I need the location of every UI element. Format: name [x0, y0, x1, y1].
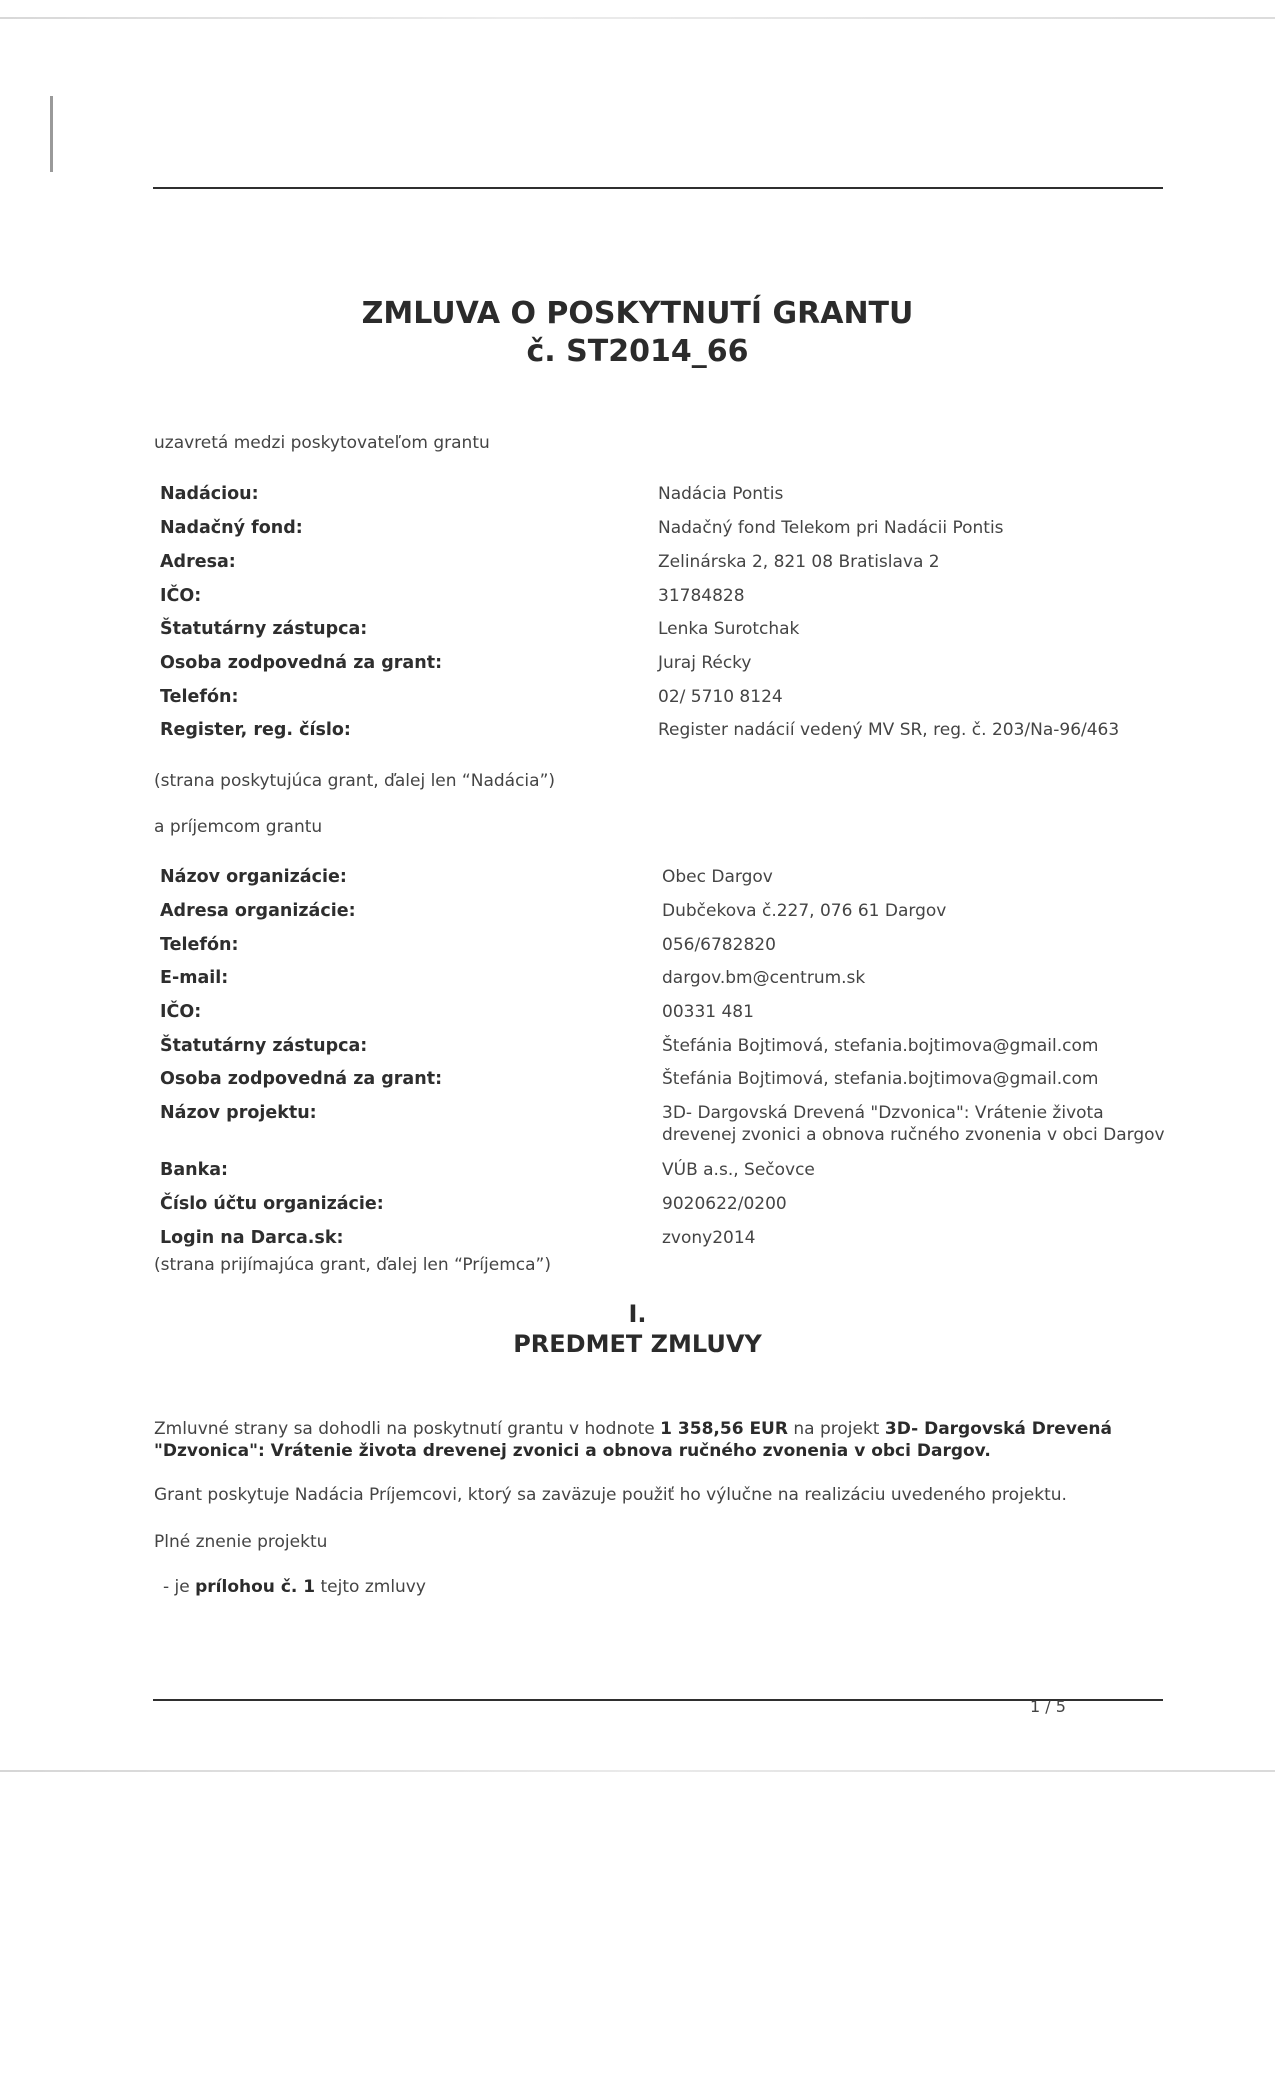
recipient-value: 056/6782820	[662, 935, 776, 955]
grantor-value: 02/ 5710 8124	[658, 687, 783, 707]
grantor-value: Nadačný fond Telekom pri Nadácii Pontis	[658, 518, 1004, 538]
recipient-value: dargov.bm@centrum.sk	[662, 968, 866, 988]
recipient-value: Štefánia Bojtimová, stefania.bojtimova@gmail.com	[662, 1069, 1099, 1089]
grantor-value: Zelinárska 2, 821 08 Bratislava 2	[658, 552, 940, 572]
scan-edge	[0, 17, 1275, 19]
recipient-label: Názov organizácie:	[160, 867, 347, 887]
recipient-value: zvony2014	[662, 1228, 756, 1248]
grant-purpose: Grant poskytuje Nadácia Príjemcovi, ktorý sa zaväzuje použiť ho výlučne na realizáciu uvedeného projektu.	[154, 1485, 1067, 1505]
section-title: PREDMET ZMLUVY	[513, 1330, 762, 1358]
binder-mark	[50, 96, 53, 172]
recipient-label: Login na Darca.sk:	[160, 1228, 344, 1248]
grantor-value: Juraj Récky	[658, 653, 752, 673]
scan-edge-bottom	[0, 1770, 1275, 1772]
recipient-value: Obec Dargov	[662, 867, 773, 887]
recipient-label: Adresa organizácie:	[160, 901, 356, 921]
recipient-label: Názov projektu:	[160, 1103, 317, 1123]
project-full-text: Plné znenie projektu	[154, 1532, 328, 1552]
recipient-value: 9020622/0200	[662, 1194, 787, 1214]
grantor-label: Štatutárny zástupca:	[160, 619, 368, 639]
footer-rule	[153, 1699, 1163, 1701]
grantor-value: 31784828	[658, 586, 745, 606]
contract-number: č. ST2014_66	[526, 334, 749, 369]
recipient-label: IČO:	[160, 1002, 202, 1022]
grantor-note: (strana poskytujúca grant, ďalej len “Nadácia”)	[154, 771, 556, 791]
recipient-value: Štefánia Bojtimová, stefania.bojtimova@gmail.com	[662, 1036, 1099, 1056]
grant-amount: 1 358,56 EUR	[660, 1419, 788, 1439]
project-name: 3D- Dargovská Drevená "Dzvonica": Vrátenie života drevenej zvonici a obnova ručného zvonenia v obci Dargov.	[154, 1419, 1113, 1461]
grant-paragraph	[154, 1418, 1114, 1462]
recipient-label: Číslo účtu organizácie:	[160, 1194, 384, 1214]
grantor-value: Register nadácií vedený MV SR, reg. č. 203/Na-96/463	[658, 720, 1120, 740]
grantor-label: Nadačný fond:	[160, 518, 303, 538]
recipient-value: 3D- Dargovská Drevená "Dzvonica": Vrátenie života	[662, 1103, 1104, 1123]
grantor-label: Register, reg. číslo:	[160, 720, 351, 740]
attachment-note: - je prílohou č. 1 tejto zmluvy	[163, 1577, 426, 1597]
recipient-intro: a príjemcom grantu	[154, 817, 323, 837]
attachment-ref: prílohou č. 1	[195, 1577, 316, 1597]
recipient-value: Dubčekova č.227, 076 61 Dargov	[662, 901, 947, 921]
page-number: 1 / 5	[1030, 1697, 1066, 1716]
recipient-label: Štatutárny zástupca:	[160, 1036, 368, 1056]
recipient-note: (strana prijímajúca grant, ďalej len “Príjemca”)	[154, 1255, 551, 1275]
grantor-label: Telefón:	[160, 687, 239, 707]
grant-text: na projekt	[787, 1419, 885, 1439]
grantor-label: IČO:	[160, 586, 202, 606]
recipient-value: VÚB a.s., Sečovce	[662, 1160, 815, 1180]
header-rule	[153, 187, 1163, 189]
grant-text: Zmluvné strany sa dohodli na poskytnutí grantu v hodnote	[154, 1419, 661, 1439]
grantor-label: Osoba zodpovedná za grant:	[160, 653, 443, 673]
grantor-label: Nadáciou:	[160, 484, 259, 504]
grantor-label: Adresa:	[160, 552, 236, 572]
recipient-label: Osoba zodpovedná za grant:	[160, 1069, 443, 1089]
recipient-value: 00331 481	[662, 1002, 754, 1022]
document-title: ZMLUVA O POSKYTNUTÍ GRANTU	[361, 296, 914, 331]
intro-text: uzavretá medzi poskytovateľom grantu	[154, 433, 490, 453]
recipient-label: Banka:	[160, 1160, 229, 1180]
grantor-value: Nadácia Pontis	[658, 484, 784, 504]
recipient-value-cont: drevenej zvonici a obnova ručného zvonenia v obci Dargov	[662, 1125, 1165, 1145]
section-number: I.	[628, 1300, 647, 1328]
recipient-label: E-mail:	[160, 968, 229, 988]
recipient-label: Telefón:	[160, 935, 239, 955]
grantor-value: Lenka Surotchak	[658, 619, 800, 639]
